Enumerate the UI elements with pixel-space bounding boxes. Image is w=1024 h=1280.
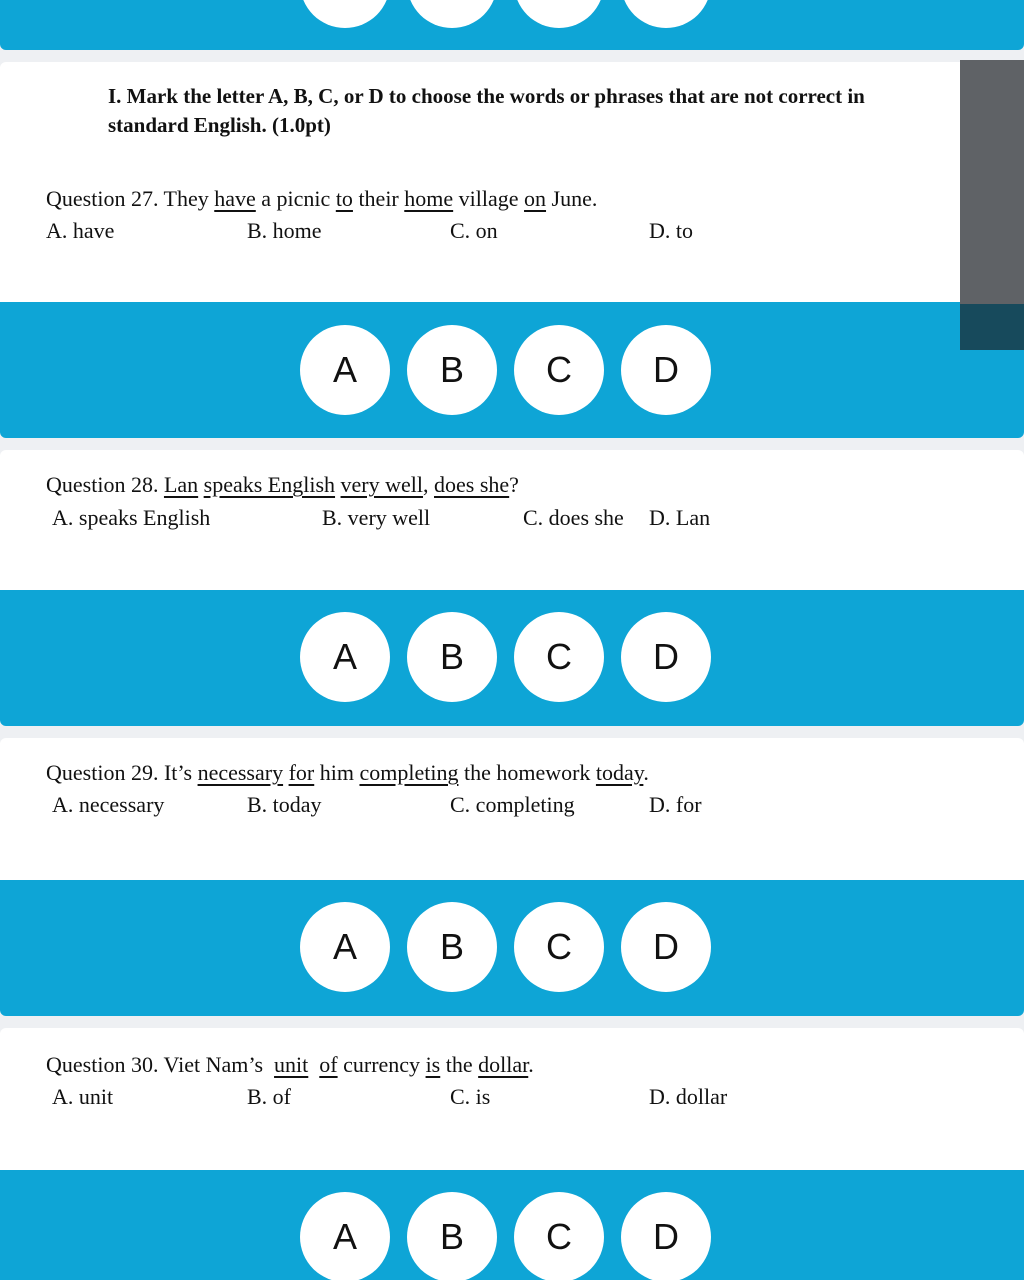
answer-bar bbox=[0, 302, 1024, 438]
choice-b-button[interactable]: B bbox=[407, 612, 497, 702]
choice-a-button[interactable]: A bbox=[300, 902, 390, 992]
option-a: A. have bbox=[46, 218, 115, 243]
question-card-30 bbox=[0, 1028, 1024, 1280]
choice-a-button-partial[interactable] bbox=[300, 0, 390, 28]
answer-bar bbox=[0, 1170, 1024, 1280]
choice-a-button[interactable]: A bbox=[300, 612, 390, 702]
choice-d-button[interactable]: D bbox=[621, 325, 711, 415]
question-text: Question 27. They have a picnic to their home village on June. bbox=[46, 186, 598, 211]
previous-answer-bar bbox=[0, 0, 1024, 50]
section-instruction: I. Mark the letter A, B, C, or D to choose the words or phrases that are not correct in standard English. (1.0pt) bbox=[108, 84, 865, 137]
scrollbar-thumb-edge bbox=[960, 304, 1024, 350]
scrollbar-thumb[interactable] bbox=[960, 60, 1024, 350]
choice-c-button[interactable]: C bbox=[514, 902, 604, 992]
choice-c-button[interactable]: C bbox=[514, 1192, 604, 1280]
option-a: A. necessary bbox=[52, 792, 165, 817]
choice-b-button[interactable]: B bbox=[407, 902, 497, 992]
option-d: D. Lan bbox=[649, 505, 711, 530]
choice-a-button[interactable]: A bbox=[300, 325, 390, 415]
choice-d-button[interactable]: D bbox=[621, 612, 711, 702]
choice-b-button-partial[interactable] bbox=[407, 0, 497, 28]
choice-c-button[interactable]: C bbox=[514, 612, 604, 702]
option-a: A. speaks English bbox=[52, 505, 211, 530]
question-text: Question 28. Lan speaks English very well, does she? bbox=[46, 472, 519, 497]
option-b: B. home bbox=[247, 218, 322, 243]
choice-c-button[interactable]: C bbox=[514, 325, 604, 415]
answer-bar bbox=[0, 880, 1024, 1016]
question-card-28 bbox=[0, 450, 1024, 726]
choice-d-button[interactable]: D bbox=[621, 1192, 711, 1280]
answer-bar bbox=[0, 590, 1024, 726]
choice-a-button[interactable]: A bbox=[300, 1192, 390, 1280]
option-d: D. for bbox=[649, 792, 702, 817]
choice-d-button-partial[interactable] bbox=[621, 0, 711, 28]
question-card-29 bbox=[0, 738, 1024, 1016]
option-b: B. of bbox=[247, 1084, 291, 1109]
question-text: Question 29. It’s necessary for him completing the homework today. bbox=[46, 760, 649, 785]
option-c: C. completing bbox=[450, 792, 575, 817]
option-d: D. dollar bbox=[649, 1084, 728, 1109]
choice-d-button[interactable]: D bbox=[621, 902, 711, 992]
choice-b-button[interactable]: B bbox=[407, 325, 497, 415]
choice-b-button[interactable]: B bbox=[407, 1192, 497, 1280]
choice-c-button-partial[interactable] bbox=[514, 0, 604, 28]
question-text: Question 30. Viet Nam’s unit of currency is the dollar. bbox=[46, 1052, 534, 1077]
option-d: D. to bbox=[649, 218, 693, 243]
option-c: C. does she bbox=[523, 505, 624, 530]
option-b: B. today bbox=[247, 792, 322, 817]
option-c: C. is bbox=[450, 1084, 491, 1109]
question-card-27 bbox=[0, 62, 1024, 438]
option-b: B. very well bbox=[322, 505, 431, 530]
option-a: A. unit bbox=[52, 1084, 114, 1109]
option-c: C. on bbox=[450, 218, 498, 243]
